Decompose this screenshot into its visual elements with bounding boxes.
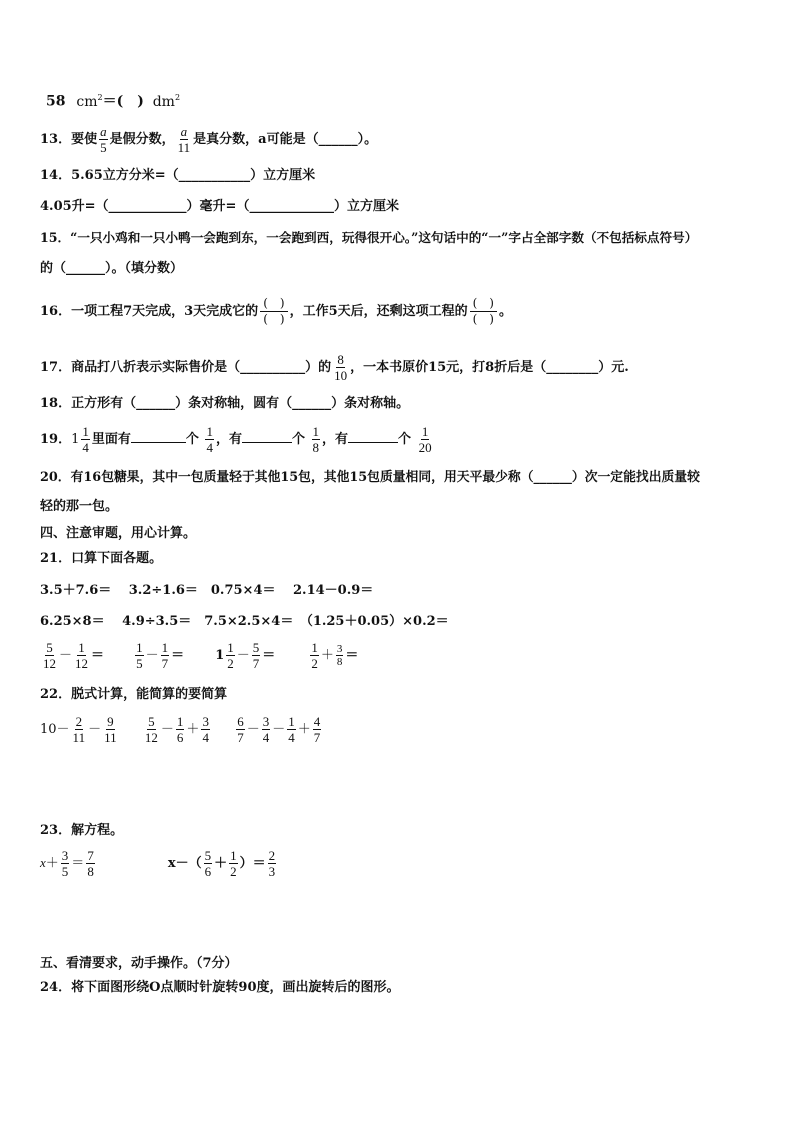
fraction: $\frac{1}{7}$ (161, 640, 169, 671)
fraction: $\frac{7}{8}$ (87, 848, 94, 879)
q23-equations: x＋ $\frac{3}{5}$ ＝ $\frac{7}{8}$ x－（ $\frac{5}{6}$ ＋ $\frac{1}{2}$ ）＝ $\frac{2}{3}$ (40, 848, 276, 879)
section-4-title: 四、注意审题，用心计算。 (40, 526, 197, 541)
fraction: $\frac{1}{2}$ (230, 848, 237, 879)
question-24: 24．将下面图形绕O点顺时针旋转90度，画出旋转后的图形。 (40, 980, 400, 995)
fraction: $\frac{5}{6}$ (204, 848, 212, 879)
q22-expressions: 10－ $\frac{2}{11}$ － $\frac{9}{11}$ $\frac{5}{12}$ － $\frac{1}{6}$ ＋ $\frac{3}{4}$ $\frac{6}{7}$ － $\frac{3}{4}$ － $\frac{1}{4}$ ＋ $\frac{4}{7}$ (40, 714, 321, 745)
question-20: 20．有16包糖果，其中一包质量轻于其他15包，其他15包质量相同，用天平最少称（______）次一定能找出质量较 (40, 470, 700, 485)
fraction: $\frac{5}{7}$ (252, 640, 260, 671)
fraction: $\frac{1}{2}$ (227, 640, 234, 671)
q21-row3: $\frac{5}{12}$ － $\frac{1}{12}$ ＝ $\frac{1}{5}$ － $\frac{1}{7}$ ＝ 1 $\frac{1}{2}$ － $\frac{5}{7}$ ＝ $\frac{1}{2}$ ＋ $\frac{3}{8}$ ＝ (43, 640, 359, 671)
line-58: 58 $cm^2=$( ) $dm^2$ (46, 93, 181, 110)
question-21: 21．口算下面各题。 (40, 551, 163, 566)
question-23: 23．解方程。 (40, 823, 124, 838)
fraction: $\frac{a}{11}$ (177, 124, 191, 155)
section-5-title: 五、看清要求，动手操作。（7分） (40, 956, 238, 971)
question-22: 22．脱式计算，能简算的要简算 (40, 687, 228, 702)
answer-blank[interactable] (242, 430, 292, 443)
blank-fraction: ( ) ( ) (260, 296, 287, 327)
q21-row2: 6.25×8＝ 4.9÷3.5＝ 7.5×2.5×4＝ （1.25＋0.05）×0.2＝ (40, 614, 449, 629)
fraction: $\frac{2}{3}$ (268, 848, 276, 879)
fraction: $\frac{3}{8}$ (336, 643, 343, 668)
question-16: 16．一项工程7天完成，3天完成它的 ( ) ( ) ，工作5天后，还剩这项工程的 ( ) ( ) 。 (40, 296, 512, 326)
fraction: $\frac{1}{4}$ (206, 424, 213, 455)
question-15: 15．“一只小鸡和一只小鸭一会跑到东，一会跑到西，玩得很开心。”这句话中的“一”字占全部字数（不包括标点符号） (40, 230, 698, 245)
question-14-line2: 4.05升=（____________）毫升=（_____________）立方厘米 (40, 199, 399, 214)
q21-row1: 3.5＋7.6＝ 3.2÷1.6＝ 0.75×4＝ 2.14－0.9＝ (40, 583, 374, 598)
fraction: $\frac{3}{4}$ (262, 714, 270, 745)
fraction: $\frac{9}{11}$ (104, 714, 117, 745)
fraction: $\frac{1}{6}$ (176, 714, 184, 745)
fraction: $\frac{1}{2}$ (311, 640, 318, 671)
fraction: $\frac{8}{10}$ (334, 352, 348, 383)
question-14: 14．5.65立方分米=（___________）立方厘米 (40, 168, 316, 183)
fraction: $\frac{5}{12}$ (144, 714, 158, 745)
question-17: 17．商品打八折表示实际售价是（__________）的 $\frac{8}{10}$ ，一本书原价15元，打8折后是（________）元. (40, 352, 629, 383)
fraction: $\frac{1}{12}$ (75, 640, 89, 671)
fraction: $\frac{1}{20}$ (418, 424, 432, 455)
fraction: $\frac{1}{4}$ (288, 714, 295, 745)
answer-blank[interactable] (348, 430, 398, 443)
fraction: $\frac{1}{8}$ (312, 424, 319, 455)
fraction: $\frac{4}{7}$ (313, 714, 321, 745)
answer-blank[interactable] (131, 430, 186, 443)
fraction: $\frac{5}{12}$ (43, 640, 56, 671)
question-13: 13．要使 $\frac{a}{5}$ 是假分数， $\frac{a}{11}$ 是真分数，a可能是（______）。 (40, 124, 378, 155)
fraction: $\frac{6}{7}$ (237, 714, 244, 745)
question-18: 18．正方形有（______）条对称轴，圆有（______）条对称轴。 (40, 396, 410, 411)
fraction: $\frac{2}{11}$ (72, 714, 86, 745)
fraction: $\frac{1}{4}$ (82, 424, 89, 455)
fraction: $\frac{3}{5}$ (61, 848, 69, 879)
question-20-line2: 轻的那一包。 (40, 499, 119, 514)
fraction: $\frac{1}{5}$ (136, 640, 143, 671)
blank-fraction: ( ) ( ) (470, 296, 497, 327)
fraction: $\frac{3}{4}$ (202, 714, 209, 745)
fraction: $\frac{a}{5}$ (100, 124, 107, 155)
question-15-line2: 的（______）。（填分数） (40, 261, 184, 276)
question-19: 19．1 $\frac{1}{4}$ 里面有 个 $\frac{1}{4}$ ，有 个 $\frac{1}{8}$ ，有 个 $\frac{1}{20}$ (40, 424, 432, 455)
